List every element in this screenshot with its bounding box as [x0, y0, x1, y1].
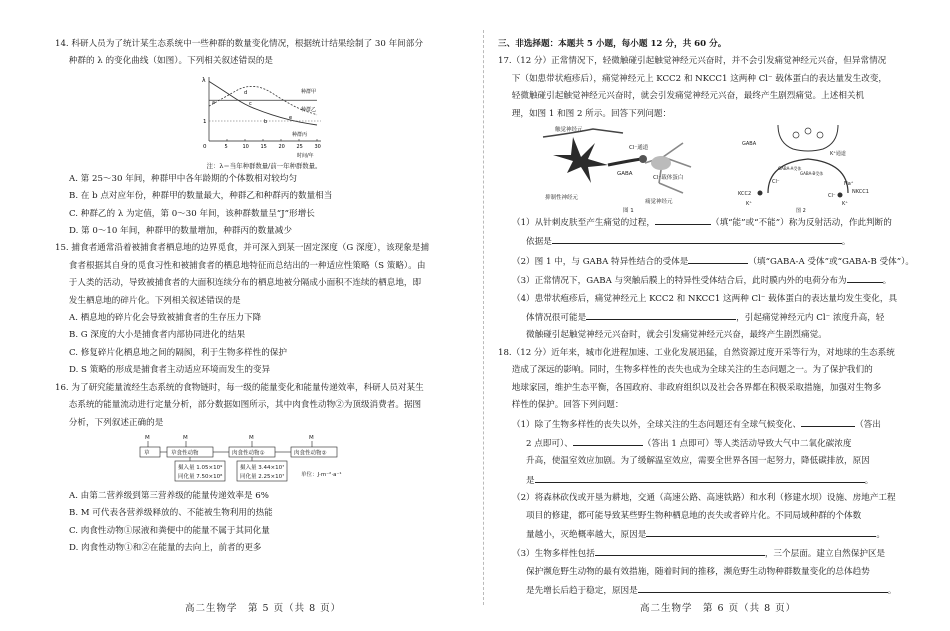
- q18-sub-1: [498, 415, 918, 434]
- legend-jia: 种群甲: [301, 88, 317, 95]
- q18-sub-2-cont: 项目的修建，都可能导致某些野生物种栖息地的丧失或者碎片化。不同局域种群的个体数: [526, 510, 862, 521]
- q18-sub-1-cont-3: [498, 471, 918, 490]
- q18-s3-text-b: ，三个层面。建立自然保护区是: [764, 549, 886, 560]
- fig2-gaba-a-label: GABA-A受体: [778, 166, 802, 172]
- q17-s3-text-a: （3）正常情况下，GABA 与突触后膜上的特异性受体结合后，此时膜内外的电荷分布为: [512, 276, 847, 287]
- q16-line-1: 16. 为了研究能量流经生态系统的食物链时，每一级的能量变化和能量传递效率，科研人员对某生: [55, 382, 424, 393]
- q17-line-2: 下（如患带状疱疹后），痛觉神经元上 KCC2 和 NKCC1 这两种 Cl⁻ 载体蛋白的表达量发生改变，: [511, 73, 888, 84]
- unit-label: 单位：J·m⁻²·a⁻¹: [301, 471, 342, 478]
- q18-s3-blank-2[interactable]: [638, 581, 888, 593]
- fig1-touch-label: 触觉神经元: [555, 127, 583, 134]
- q16-option-a: A. 由第二营养级到第三营养级的能量传递效率是 6%: [69, 490, 269, 501]
- left-page: [55, 36, 473, 558]
- x-tick-label: 25: [296, 143, 303, 150]
- pain-neuron-dendrites: [645, 143, 691, 193]
- x-tick-label: 20: [278, 143, 285, 150]
- y-axis-label: λ: [202, 76, 206, 84]
- x-ticks: [225, 139, 321, 150]
- q18-s1-text-c: 2 点即可）、: [526, 438, 573, 449]
- point-d: d: [244, 89, 248, 96]
- q17-s1-text-b: （填“能”或“不能”）称为反射活动，作此判断的: [710, 218, 892, 229]
- x-tick-label: 10: [242, 143, 249, 150]
- x-tick-label: 5: [224, 143, 228, 150]
- q17-sub-2: [498, 252, 918, 271]
- q18-s1-text-b: （答出: [855, 419, 881, 430]
- q17-sub-1: [498, 213, 918, 232]
- fig1-caption: 图 1: [623, 208, 634, 214]
- q17-sub-4: （4）患带状疱疹后，痛觉神经元上 KCC2 和 NKCC1 这两种 Cl⁻ 载体蛋白的表达量均发生变化，具: [512, 293, 898, 304]
- fig2-k-1: K⁺: [746, 201, 752, 208]
- q17-line-1: 17.（12 分）正常情况下，轻微触碰引起触觉神经元兴奋时，并不会引发痛觉神经元兴奋，但异常情况: [498, 56, 887, 67]
- q14-option-d: D. 第 0～10 年间，种群甲的数量增加，种群丙的数量减少: [69, 226, 292, 237]
- x-axis-label: 时间/年: [297, 152, 314, 159]
- legend-bing: 种群丙: [292, 131, 308, 138]
- q16-option-b: B. M 可代表各营养级释放的、不能被生物利用的热能: [69, 508, 273, 519]
- q16-line-3: 分析，下列叙述正确的是: [68, 417, 164, 428]
- q17-s1-blank-1[interactable]: [655, 213, 711, 225]
- q16-option-c: C. 肉食性动物①尿液和粪便中的能量不属于其同化量: [69, 525, 270, 536]
- q18-s2-end: 。: [876, 529, 885, 540]
- q16-line-2: 态系统的能量流动进行定量分析，部分数据如图所示，其中肉食性动物②为顶级消费者。据图: [68, 400, 422, 411]
- q15-option-b: B. G 深度的大小是捕食者内部协同进化的结果: [69, 330, 246, 341]
- q18-s1-blank-1[interactable]: [801, 415, 855, 427]
- q14-option-a: A. 第 25～30 年间，种群甲中各年龄期的个体数相对较均匀: [69, 173, 298, 184]
- q18-s1-text-d: （答出 1 点即可）等人类活动导致大气中二氧化碳浓度: [642, 438, 852, 449]
- q18-s1-blank-3[interactable]: [535, 471, 865, 483]
- q18-s3-text-d: 是先增长后趋于稳定，原因是: [526, 586, 638, 597]
- nkcc1-marker: [838, 193, 843, 198]
- q17-sub-4-end: 微触碰引起触觉神经元兴奋时，就会引发痛觉神经元兴奋，最终产生剧烈痛觉。: [526, 330, 827, 341]
- q18-s1-blank-2[interactable]: [573, 434, 643, 446]
- footer-right: 高二生物学 第 6 页（共 8 页）: [640, 603, 797, 614]
- box-carnivore-1: 肉食性动物①: [232, 450, 265, 457]
- q15-line-3: 于人类的活动，导致被捕食者的大面积连续分布的栖息地被分隔成小面积不连续的栖息地，即: [68, 278, 422, 289]
- q15-option-a: A. 栖息地的碎片化会导致被捕食者的生存压力下降: [69, 313, 262, 324]
- q17-s4-text-c: ，引起痛觉神经元内 Cl⁻ 浓度升高，轻: [736, 313, 885, 324]
- q18-s3-end: 。: [887, 586, 897, 597]
- q18-s1-text-f: 是: [526, 475, 535, 486]
- q17-s2-text-b: （填“GABA-A 受体”或“GABA-B 受体”）。: [748, 256, 914, 267]
- q18-sub-2-cont-2: [498, 525, 918, 544]
- q18-sub-3: [498, 544, 918, 563]
- fig2-k-channel-label: K⁺通道: [830, 151, 846, 158]
- box-grass: 草: [144, 450, 150, 457]
- box-herbivore: 草食性动物: [171, 450, 199, 457]
- fig2-cl-1: Cl⁻: [772, 179, 780, 186]
- q18-s3-blank-1[interactable]: [595, 544, 765, 556]
- q18-line-1: 18.（12 分）近年来，城市化进程加速、工业化发展迅猛，自然资源过度开采等行为，对地球的生态系统: [498, 347, 895, 358]
- fig2-na: Na⁺: [844, 181, 854, 188]
- point-b: b: [264, 118, 268, 125]
- q18-line-4: 样性的保护。回答下列问题：: [511, 400, 624, 411]
- y-tick-1: 1: [203, 118, 207, 125]
- fig2-nkcc1-label: NKCC1: [852, 189, 869, 196]
- fig1-inhibitory-label: 抑制性神经元: [545, 195, 579, 202]
- q17-sub-4-cont: [498, 308, 918, 327]
- q15-line-2: 食者根据其自身的觅食习性和被捕食者的栖息地特征而总结出的一种适应性策略（S 策略）。由: [68, 260, 426, 271]
- q17-s1-end: 。: [841, 237, 851, 248]
- x-tick-label: 30: [314, 143, 321, 150]
- fig2-kcc2-label: KCC2: [738, 191, 752, 198]
- q17-s2-blank[interactable]: [688, 252, 748, 264]
- q17-s2-text-a: （2）图 1 中，与 GABA 特异性结合的受体是: [512, 256, 689, 267]
- fig2-gaba-label: GABA: [742, 141, 757, 148]
- inhibitory-neuron-body: [553, 137, 608, 183]
- fig1-carrier-label: Cl⁻载体蛋白: [653, 175, 684, 182]
- q18-sub-1-cont: [498, 434, 918, 453]
- postsynaptic-membrane: [768, 159, 848, 193]
- q14-stem-2: 种群的 λ 的变化曲线（如图）。下列相关叙述错误的是: [68, 56, 274, 67]
- box-carnivore-2: 肉食性动物②: [294, 450, 327, 457]
- q17-figures: [498, 123, 918, 213]
- fig2-k-2: K⁺: [842, 201, 848, 208]
- q18-s2-blank[interactable]: [646, 525, 876, 537]
- footer-left: 高二生物学 第 5 页（共 8 页）: [185, 603, 342, 614]
- fig2-caption: 图 2: [796, 208, 806, 214]
- right-page: [498, 36, 918, 601]
- m-label-2: M: [183, 434, 188, 441]
- q15-line-4: 发生栖息地的碎片化。下列相关叙述错误的是: [68, 295, 241, 306]
- origin-label: 0: [203, 143, 207, 150]
- q14-graph-note: 注：λ＝当年种群数量/前一年种群数量。: [206, 161, 322, 170]
- q18-sub-1-cont-2: 升高，使温室效应加剧。为了缓解温室效应，需要全世界各国一起努力，降低碳排放，原因: [526, 456, 870, 467]
- q17-s4-blank[interactable]: [586, 308, 736, 320]
- pain-neuron-body: [651, 156, 671, 170]
- q18-s1-text-a: （1）除了生物多样性的丧失以外，全球关注的生态问题还有全球气候变化、: [512, 419, 802, 430]
- series-bing-line: [209, 81, 317, 125]
- q14-option-c: C. 种群乙的 λ 为定值，第 0～30 年间，该种群数量呈“J”形增长: [69, 208, 315, 219]
- assim-2: 同化量 2.25×10⁷: [240, 473, 285, 480]
- m-label-4: M: [309, 434, 314, 441]
- x-tick-label: 15: [260, 143, 267, 150]
- intake-2: 摄入量 3.44×10⁷: [240, 464, 285, 471]
- section-three-heading: 三、非选择题：本题共 5 小题，每小题 12 分，共 60 分。: [498, 39, 727, 49]
- q14-stem-1: 14. 科研人员为了统计某生态系统中一些种群的数量变化情况，根据统计结果绘制了 30 年间部分: [55, 39, 423, 49]
- q17-s1-blank-2[interactable]: [552, 232, 842, 244]
- presynaptic-terminal: [778, 125, 838, 151]
- kcc2-marker: [758, 191, 763, 196]
- m-label-3: M: [249, 434, 254, 441]
- point-e: e: [289, 114, 293, 121]
- q17-s4-text-b: 体情况很可能是: [526, 313, 587, 324]
- m-label-1: M: [145, 434, 150, 441]
- q14-option-b: B. 在 b 点对应年份，种群甲的数量最大，种群乙和种群丙的数量相当: [69, 191, 333, 202]
- intake-1: 摄入量 1.05×10⁹: [178, 464, 223, 471]
- q17-line-3: 轻微触碰引起触觉神经元兴奋时，就会引发痛觉神经元兴奋，最终产生剧烈痛觉。上述相关机: [511, 91, 865, 102]
- q18-sub-2: （2）将森林砍伐或开垦为耕地，交通（高速公路、高速铁路）和水利（修建水坝）设施、房地产工程: [512, 493, 896, 504]
- q18-s2-text-c: 量越小，灭绝概率越大，原因是: [526, 529, 647, 540]
- point-c: c: [249, 100, 252, 107]
- assim-1: 同化量 7.50×10⁸: [178, 473, 223, 480]
- q17-s3-blank[interactable]: [847, 271, 883, 283]
- q15-line-1: 15. 捕食者通常沿着被捕食者栖息地的边界觅食，并可深入到某一固定深度（G 深度），该现象是捕: [55, 243, 430, 254]
- q18-sub-3-cont-2: [498, 581, 918, 600]
- q18-sub-3-cont: 保护濒危野生动物的最有效措施，随着时间的推移，濒危野生动物种群数量变化的总体趋势: [526, 566, 870, 577]
- q16-energy-diagram: [139, 434, 389, 486]
- q15-option-c: C. 修复碎片化栖息地之间的隔阂，利于生物多样性的保护: [69, 347, 287, 358]
- fig2-gaba-b-label: GABA-B受体: [800, 171, 824, 177]
- q18-line-3: 地球家园，维护生态平衡，各国政府、非政府组织以及社会各界都在积极采取措施，加强对生物多: [511, 382, 882, 393]
- figure-2: [738, 123, 873, 213]
- page-divider: [483, 30, 484, 605]
- q15-option-d: D. S 策略的形成是捕食者主动适应环境而发生的变异: [69, 365, 271, 376]
- q17-sub-1-cont: [498, 232, 918, 251]
- fig2-cl-2: Cl⁻: [828, 193, 836, 200]
- q16-option-d: D. 肉食性动物①和②在能量的去向上，前者的更多: [69, 543, 262, 554]
- fig1-gaba-label: GABA: [617, 171, 633, 178]
- point-a: a: [212, 99, 216, 106]
- fig1-pain-label: 痛觉神经元: [645, 199, 673, 206]
- figure-1: [533, 123, 703, 213]
- q18-s1-end: 。: [864, 475, 874, 486]
- q17-line-4: 理，如图 1 和图 2 所示。回答下列问题：: [511, 108, 672, 119]
- q18-s3-text-a: （3）生物多样性包括: [512, 549, 595, 560]
- legend-yi: 种群乙: [301, 106, 317, 113]
- q17-s1-text-a: （1）从针刺皮肤至产生痛觉的过程，: [512, 218, 655, 229]
- fig1-cl-channel-label: Cl⁻通道: [629, 145, 649, 152]
- q17-s1-text-c: 依据是: [526, 237, 552, 248]
- q17-s3-end: 。: [882, 276, 892, 287]
- q17-sub-3: [498, 271, 918, 290]
- q18-line-2: 造成了深远的影响。同时，生物多样性的丧失也成为全球关注的生态问题之一。为了保护我们的: [511, 365, 873, 376]
- q14-lambda-graph: [189, 73, 339, 159]
